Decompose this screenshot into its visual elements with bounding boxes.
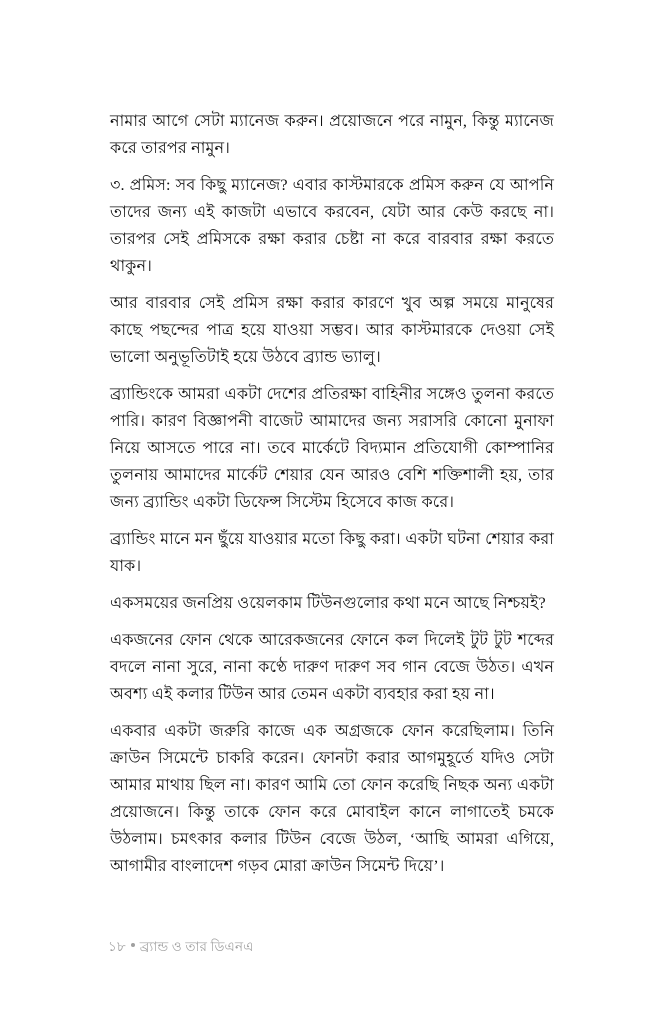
page-footer [108,938,254,956]
paragraph: ব্র্যান্ডিংকে আমরা একটা দেশের প্রতিরক্ষা বাহিনীর সঙ্গেও তুলনা করতে পারি। কারণ বিজ্ঞাপনী বাজেট আমাদের জন্য সরাসরি কোনো মুনাফা নিয়ে আসতে পারে না। তবে মার্কেটে বিদ্যমান প্রতিযোগী কোম্পানির তুলনায় আমাদের মার্কেট শেয়ার যেন আরও বেশি শক্তিশালী হয়, তার জন্য ব্র্যান্ডিং একটা ডিফেন্স সিস্টেম হিসেবে কাজ করে। [110,385,554,511]
body-text-column [110,108,554,880]
paragraph: নামার আগে সেটা ম্যানেজ করুন। প্রয়োজনে পরে নামুন, কিন্তু ম্যানেজ করে তারপর নামুন। [110,112,554,157]
paragraph: একসময়ের জনপ্রিয় ওয়েলকাম টিউনগুলোর কথা মনে আছে নিশ্চয়ই? [110,594,546,612]
paragraph: ৩. প্রমিস: সব কিছু ম্যানেজ? এবার কাস্টমারকে প্রমিস করুন যে আপনি তাদের জন্য এই কাজটা এভাবে করবেন, যেটা আর কেউ করছে না। তারপর সেই প্রমিসকে রক্ষা করার চেষ্টা না করে বারবার রক্ষা করতে থাকুন। [110,176,554,275]
page-number: ১৮ [108,939,126,954]
bullet-dot-icon [131,943,135,947]
paragraph: ব্র্যান্ডিং মানে মন ছুঁয়ে যাওয়ার মতো কিছু করা। একটা ঘটনা শেয়ার করা যাক। [110,530,554,575]
paragraph: একবার একটা জরুরি কাজে এক অগ্রজকে ফোন করেছিলাম। তিনি ক্রাউন সিমেন্টে চাকরি করেন। ফোনটা করার আগমুহূর্তে যদিও সেটা আমার মাথায় ছিল না। কারণ আমি তো ফোন করেছি নিছক অন্য একটা প্রয়োজনে। কিন্তু তাকে ফোন করে মোবাইল কানে লাগাতেই চমকে উঠলাম। চমৎকার কলার টিউন বেজে উঠল, ‘আছি আমরা এগিয়ে, আগামীর বাংলাদেশ গড়ব মোরা ক্রাউন সিমেন্ট দিয়ে’। [110,722,554,875]
running-title: ব্র্যান্ড ও তার ডিএনএ [139,939,254,954]
paragraph: একজনের ফোন থেকে আরেকজনের ফোনে কল দিলেই টুট টুট শব্দের বদলে নানা সুরে, নানা কণ্ঠে দারুণ দারুণ সব গান বেজে উঠত। এখন অবশ্য এই কলার টিউন আর তেমন একটা ব্যবহার করা হয় না। [110,631,554,703]
paragraph: আর বারবার সেই প্রমিস রক্ষা করার কারণে খুব অল্প সময়ে মানুষের কাছে পছন্দের পাত্র হয়ে যাওয়া সম্ভব। আর কাস্টমারকে দেওয়া সেই ভালো অনুভূতিটাই হয়ে উঠবে ব্র্যান্ড ভ্যালু। [110,294,554,366]
